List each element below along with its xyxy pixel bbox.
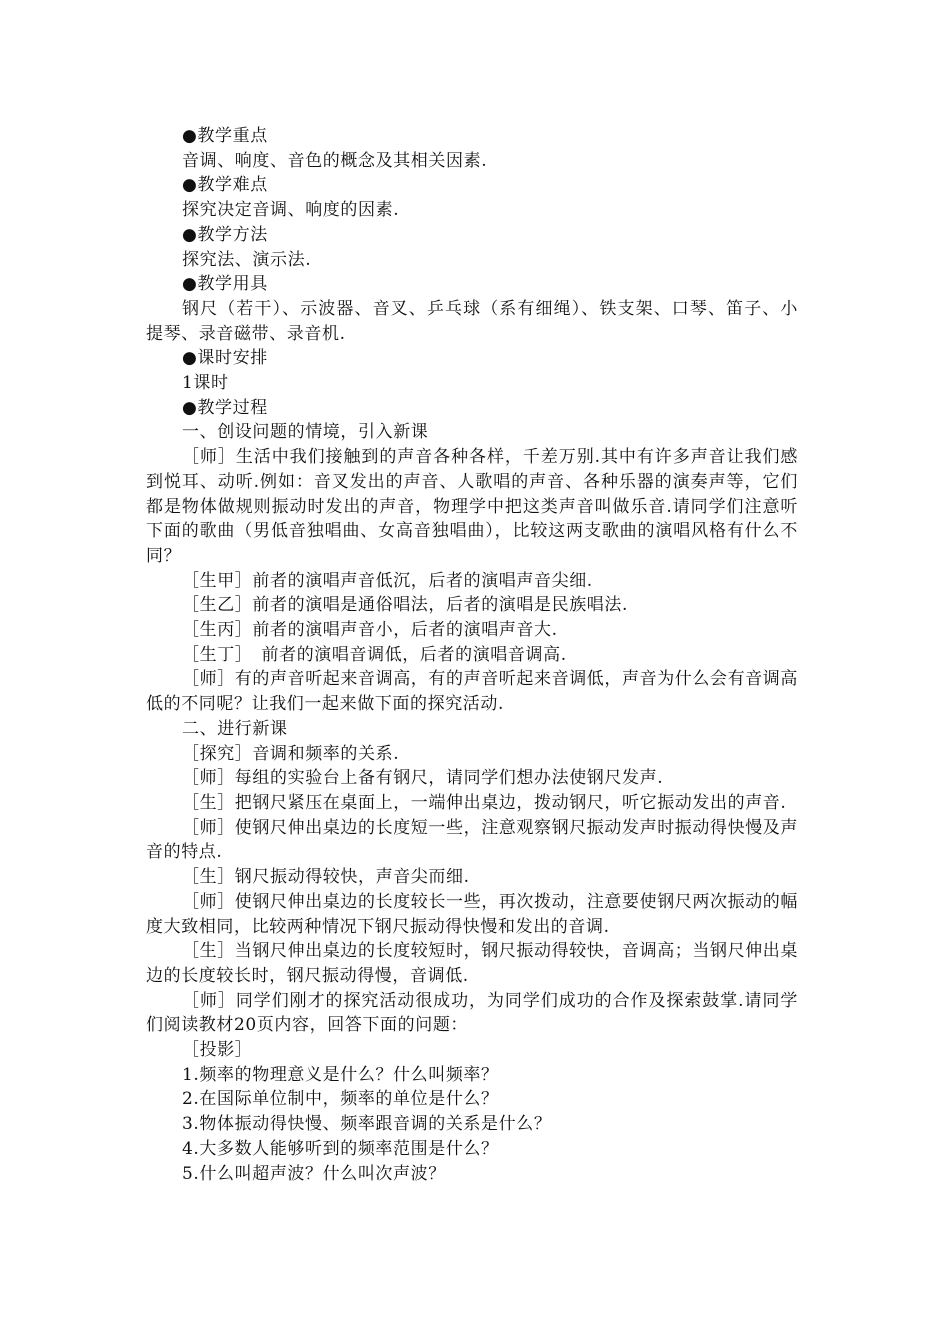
- dialogue-paragraph: ［师］生活中我们接触到的声音各种各样，千差万别.其中有许多声音让我们感到悦耳、动听.例如：音叉发出的声音、人歌唱的声音、各种乐器的演奏声等，它们都是物体做规则振动时发出的声音，物理学中把这类声音叫做乐音.请同学们注意听下面的歌曲（男低音独唱曲、女高音独唱曲），比较这两支歌曲的演唱风格有什么不同？: [146, 447, 798, 566]
- dialogue-paragraph: ［师］同学们刚才的探究活动很成功，为同学们成功的合作及探索鼓掌.请同学们阅读教材20页内容，回答下面的问题：: [146, 990, 798, 1036]
- question-item: 4.大多数人能够听到的频率范围是什么？: [182, 1138, 499, 1159]
- dialogue-paragraph: ［生丙］前者的演唱声音小，后者的演唱声音大.: [182, 620, 558, 641]
- heading-process: ●教学过程: [182, 397, 268, 418]
- paragraph-tools: 钢尺（若干）、示波器、音叉、乒乓球（系有细绳）、铁支架、口琴、笛子、小提琴、录音磁带、录音机.: [146, 298, 798, 344]
- dialogue-paragraph: ［生］把钢尺紧压在桌面上，一端伸出桌边，拨动钢尺，听它振动发出的声音.: [182, 792, 787, 813]
- dialogue-paragraph: ［师］使钢尺伸出桌边的长度较长一些，再次拨动，注意要使钢尺两次振动的幅度大致相同，比较两种情况下钢尺振动得快慢和发出的音调.: [146, 891, 798, 937]
- dialogue-paragraph: ［生］钢尺振动得较快，声音尖而细.: [182, 867, 470, 888]
- dialogue-paragraph: ［生甲］前者的演唱声音低沉，后者的演唱声音尖细.: [182, 570, 593, 591]
- question-item: 3.物体振动得快慢、频率跟音调的关系是什么？: [182, 1114, 552, 1135]
- heading-tools: ●教学用具: [182, 274, 268, 295]
- dialogue-paragraph: ［生丁］ 前者的演唱音调低，后者的演唱音调高.: [182, 644, 567, 665]
- paragraph-methods: 探究法、演示法.: [182, 249, 312, 270]
- section-title-intro: 一、创设问题的情境，引入新课: [182, 422, 429, 443]
- dialogue-paragraph: ［师］每组的实验台上备有钢尺，请同学们想办法使钢尺发声.: [182, 768, 664, 789]
- dialogue-paragraph: ［师］使钢尺伸出桌边的长度短一些，注意观察钢尺振动发声时振动得快慢及声音的特点.: [146, 817, 798, 863]
- heading-difficulties: ●教学难点: [182, 175, 268, 196]
- question-item: 5.什么叫超声波？什么叫次声波？: [182, 1163, 446, 1184]
- dialogue-paragraph: ［生］当钢尺伸出桌边的长度较短时，钢尺振动得较快，音调高；当钢尺伸出桌边的长度较长时，钢尺振动得慢，音调低.: [146, 941, 798, 986]
- paragraph-key-points: 音调、响度、音色的概念及其相关因素.: [182, 150, 488, 171]
- paragraph-difficulties: 探究决定音调、响度的因素.: [182, 200, 400, 221]
- dialogue-paragraph: ［师］有的声音听起来音调高，有的声音听起来音调低，声音为什么会有音调高低的不同呢？让我们一起来做下面的探究活动.: [146, 669, 798, 715]
- document-body: [146, 124, 798, 1186]
- dialogue-paragraph: ［生乙］前者的演唱是通俗唱法，后者的演唱是民族唱法.: [182, 595, 629, 616]
- question-item: 1.频率的物理意义是什么？什么叫频率？: [182, 1064, 499, 1085]
- heading-methods: ●教学方法: [182, 224, 268, 245]
- dialogue-paragraph: ［探究］音调和频率的关系.: [182, 743, 400, 764]
- heading-key-points: ●教学重点: [182, 126, 268, 146]
- projection-label: ［投影］: [182, 1040, 253, 1061]
- question-item: 2.在国际单位制中，频率的单位是什么？: [182, 1089, 499, 1110]
- section-title-new-lesson: 二、进行新课: [182, 718, 288, 739]
- heading-schedule: ●课时安排: [182, 348, 268, 369]
- paragraph-schedule: 1课时: [182, 373, 229, 394]
